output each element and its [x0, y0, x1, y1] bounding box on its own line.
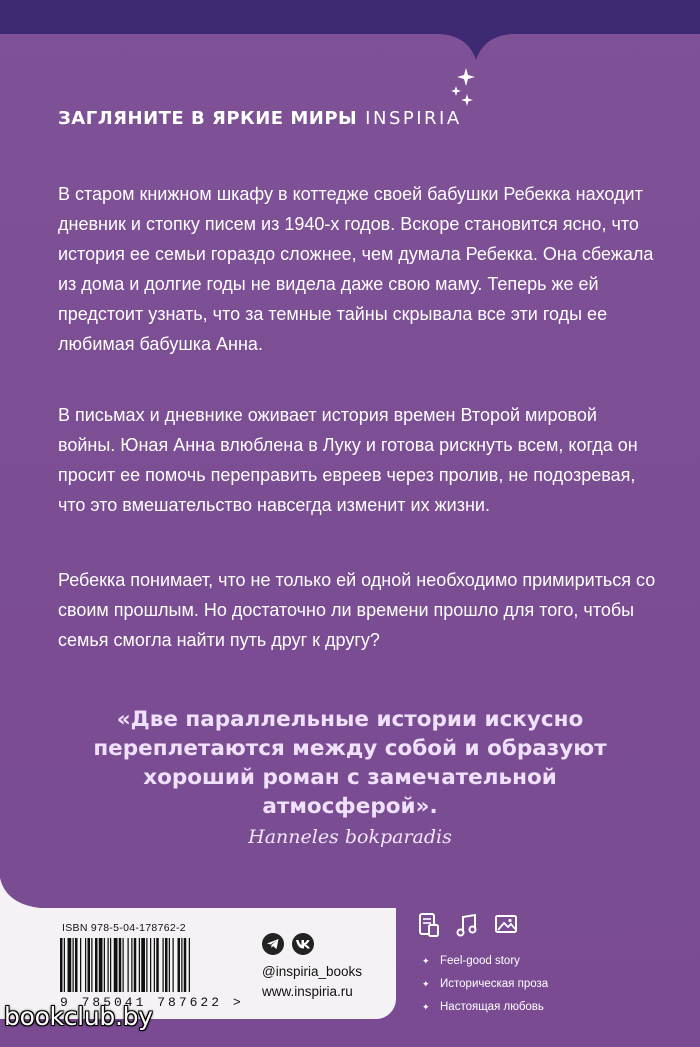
- star-icon: ✦: [422, 956, 430, 966]
- social-handle[interactable]: @inspiria_books: [262, 964, 363, 979]
- isbn-barcode: [60, 938, 236, 994]
- review-quote: «Две параллельные истории искусно переплетаются между собой и образуют хороший роман с замечательной атмосферой».: [93, 707, 607, 819]
- series-header: [58, 108, 462, 129]
- genre-icons: [418, 912, 520, 938]
- star-icon: ✦: [422, 979, 430, 989]
- website-link[interactable]: www.inspiria.ru: [262, 984, 353, 999]
- image-icon: [494, 912, 520, 936]
- series-tagline: ЗАГЛЯНИТЕ В ЯРКИЕ МИРЫ: [58, 108, 358, 129]
- star-icon: ✦: [422, 1002, 430, 1012]
- watermark-text: bookclub.by: [4, 1002, 153, 1031]
- review-source: Hanneles bokparadis: [248, 826, 452, 848]
- synopsis-paragraph-2: В письмах и дневнике оживает история времен Второй мировой войны. Юная Анна влюблена в Луку и готова рискнуть всем, когда он просит ее помочь переправить евреев через пролив, не подозревая, что это вмешательство навсегда изменит их жизни.: [58, 405, 638, 515]
- genre-tag: ✦ Историческая проза: [422, 973, 548, 996]
- series-brand: INSPIRIA: [365, 108, 462, 129]
- social-icons: [262, 933, 314, 955]
- synopsis-paragraph-3: Ребекка понимает, что не только ей одной необходимо примириться со своим прошлым. Но достаточно ли времени прошло для того, чтобы семья смогла найти путь друг к другу?: [58, 570, 656, 650]
- genre-tag: ✦ Настоящая любовь: [422, 996, 548, 1019]
- vk-icon[interactable]: [292, 933, 314, 955]
- sparkle-stars-icon: [448, 66, 488, 110]
- isbn-label: ISBN 978-5-04-178762-2: [62, 922, 186, 934]
- genre-tag: ✦ Feel-good story: [422, 950, 548, 973]
- genre-tags: [422, 950, 548, 1019]
- music-note-icon: [454, 912, 480, 938]
- telegram-icon[interactable]: [262, 933, 284, 955]
- book-device-icon: [418, 912, 440, 938]
- top-notch-decoration: [0, 0, 700, 60]
- barcode-digits: 9 785041 787622 >: [60, 995, 244, 1010]
- synopsis-paragraph-1: В старом книжном шкафу в коттедже своей бабушки Ребекка находит дневник и стопку писем из 1940-х годов. Вскоре становится ясно, что история ее семьи гораздо сложнее, чем думала Ребекка. Она сбежала из дома и долгие годы не видела даже свою маму. Теперь же ей предстоит узнать, что за темные тайны скрывала все эти годы ее любимая бабушка Анна.: [58, 184, 654, 354]
